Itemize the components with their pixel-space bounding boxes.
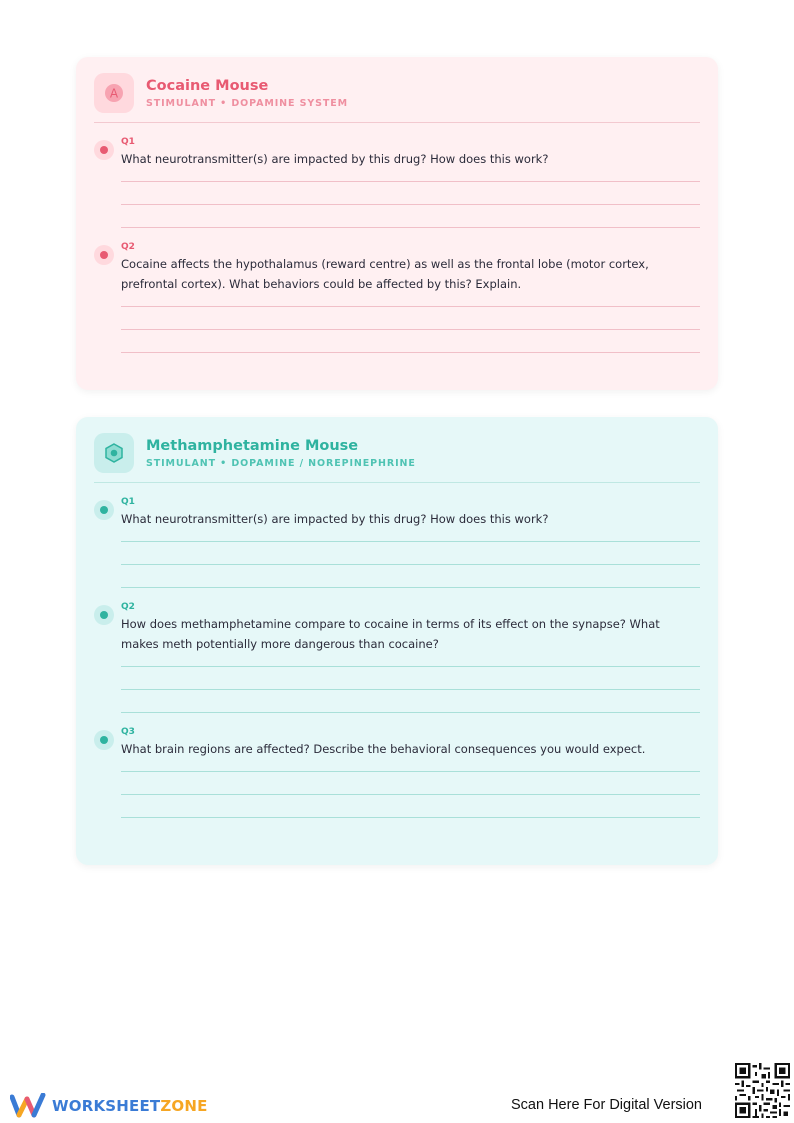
answer-line[interactable] (121, 306, 700, 307)
answer-line[interactable] (121, 587, 700, 588)
worksheetzone-logo[interactable] (10, 1093, 208, 1119)
question (94, 602, 700, 713)
answer-lines[interactable] (121, 666, 700, 713)
card-title: Methamphetamine Mouse (146, 438, 359, 454)
letter-a-icon (94, 73, 134, 113)
question-number: Q2 (121, 242, 135, 252)
question-text: What brain regions are affected? Describe the behavioral consequences you would expect. (121, 742, 646, 756)
answer-line[interactable] (121, 771, 700, 772)
answer-line[interactable] (121, 329, 700, 330)
answer-line[interactable] (121, 666, 700, 667)
answer-lines[interactable] (121, 306, 700, 353)
dot-icon (94, 245, 114, 265)
question-text: What neurotransmitter(s) are impacted by this drug? How does this work? (121, 152, 549, 166)
cocaine-card (76, 57, 718, 390)
card-header (94, 73, 700, 113)
dot-icon (94, 730, 114, 750)
divider (94, 122, 700, 123)
question-text: How does methamphetamine compare to cocaine in terms of its effect on the synapse? What makes meth potentially more dangerous than cocaine? (121, 617, 660, 651)
answer-lines[interactable] (121, 541, 700, 588)
answer-lines[interactable] (121, 181, 700, 228)
answer-lines[interactable] (121, 771, 700, 818)
answer-line[interactable] (121, 564, 700, 565)
question-number: Q3 (121, 727, 135, 737)
answer-line[interactable] (121, 794, 700, 795)
card-subtitle: STIMULANT • DOPAMINE SYSTEM (146, 98, 348, 109)
dot-icon (94, 140, 114, 160)
card-title: Cocaine Mouse (146, 78, 269, 94)
divider (94, 482, 700, 483)
answer-line[interactable] (121, 227, 700, 228)
svg-text:A: A (109, 86, 119, 101)
answer-line[interactable] (121, 817, 700, 818)
answer-line[interactable] (121, 181, 700, 182)
dot-icon (94, 605, 114, 625)
question-number: Q1 (121, 137, 135, 147)
dot-icon (94, 500, 114, 520)
hexagon-icon (94, 433, 134, 473)
question-number: Q1 (121, 497, 135, 507)
answer-line[interactable] (121, 541, 700, 542)
scan-instruction: Scan Here For Digital Version (511, 1097, 702, 1113)
question-number: Q2 (121, 602, 135, 612)
logo-text-worksheet: WORKSHEET (52, 1097, 161, 1115)
question-text: Cocaine affects the hypothalamus (reward centre) as well as the frontal lobe (motor cortex, prefrontal cortex). What behaviors could be affected by this? Explain. (121, 257, 649, 291)
qr-code-icon[interactable] (735, 1063, 790, 1118)
answer-line[interactable] (121, 204, 700, 205)
question (94, 727, 700, 818)
card-subtitle: STIMULANT • DOPAMINE / NOREPINEPHRINE (146, 458, 416, 469)
logo-text-zone: ZONE (160, 1097, 208, 1115)
question (94, 242, 700, 353)
answer-line[interactable] (121, 352, 700, 353)
question (94, 137, 700, 228)
methamphetamine-card (76, 417, 718, 865)
question-text: What neurotransmitter(s) are impacted by this drug? How does this work? (121, 512, 549, 526)
answer-line[interactable] (121, 712, 700, 713)
card-header (94, 433, 700, 473)
question (94, 497, 700, 588)
answer-line[interactable] (121, 689, 700, 690)
w-logo-icon (10, 1093, 46, 1119)
